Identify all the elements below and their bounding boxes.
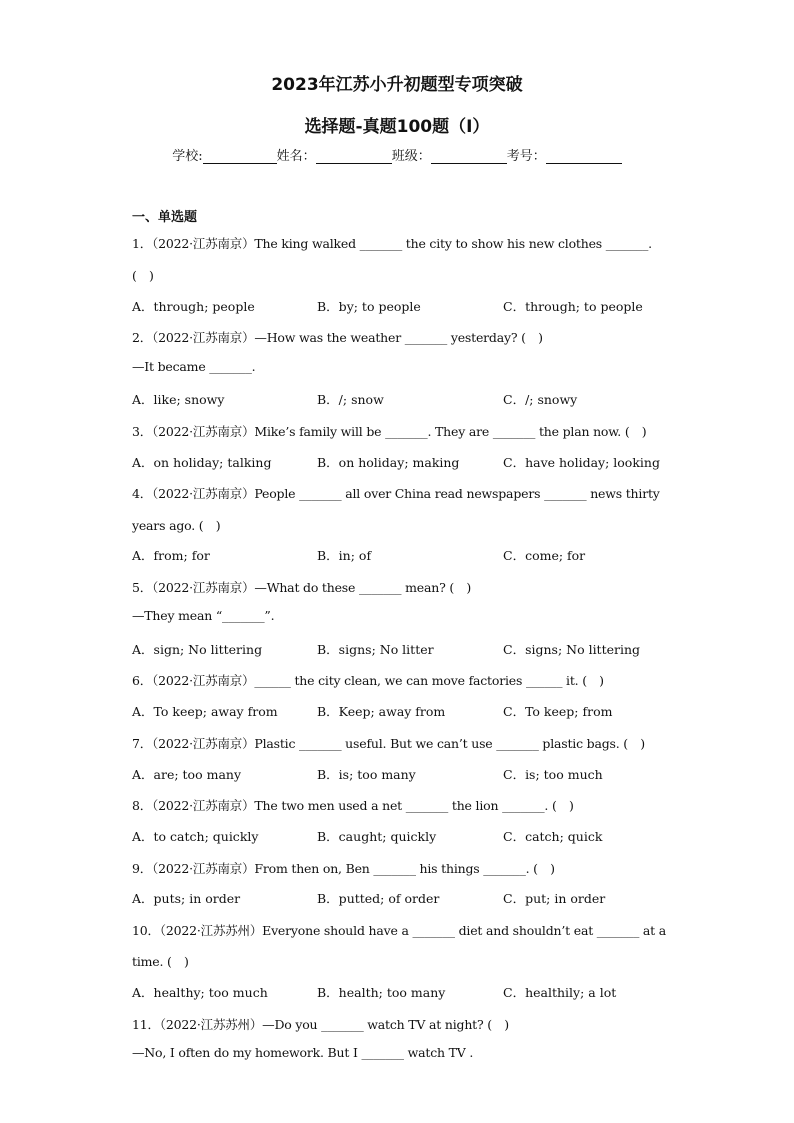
question-3-option-c[interactable]: C．have holiday; looking (503, 455, 660, 470)
question-1-option-a[interactable]: A．through; people (132, 299, 255, 314)
question-7-option-a[interactable]: A．are; too many (132, 767, 242, 782)
question-1-option-c[interactable]: C．through; to people (503, 299, 643, 314)
question-5-option-c[interactable]: C．signs; No littering (503, 642, 641, 657)
question-8-option-a[interactable]: A．to catch; quickly (132, 829, 259, 844)
question-4-stem-cont: years ago. ( ) (132, 518, 221, 533)
question-10-stem: 10．（2022·江苏苏州）Everyone should have a _______ diet and shouldn’t eat _______ at a (132, 923, 667, 938)
question-8-option-b[interactable]: B．caught; quickly (317, 829, 437, 844)
question-11-stem-cont: —No, I often do my homework. But I _______ watch TV . (132, 1045, 474, 1060)
question-2-option-a[interactable]: A．like; snowy (132, 392, 225, 407)
exam-number-blank (546, 149, 622, 164)
question-8-option-c[interactable]: C．catch; quick (503, 829, 603, 844)
question-2-option-c[interactable]: C．/; snowy (503, 392, 578, 407)
question-5-stem-cont: —They mean “_______”. (132, 608, 275, 623)
question-5-option-a[interactable]: A．sign; No littering (132, 642, 263, 657)
question-7-option-b[interactable]: B．is; too many (317, 767, 416, 782)
question-2-option-b[interactable]: B．/; snow (317, 392, 384, 407)
worksheet-subtitle: 选择题-真题100题（Ⅰ） (304, 117, 490, 137)
question-1-stem: 1．（2022·江苏南京）The king walked _______ the city to show his new clothes _______. (132, 236, 652, 251)
question-10-option-b[interactable]: B．health; too many (317, 985, 446, 1000)
question-6-option-b[interactable]: B．Keep; away from (317, 704, 446, 719)
question-3-option-a[interactable]: A．on holiday; talking (132, 455, 272, 470)
question-6-stem: 6．（2022·江苏南京）______ the city clean, we can move factories ______ it. ( ) (132, 673, 604, 688)
question-10-stem-cont: time. ( ) (132, 954, 189, 969)
class-blank (431, 149, 507, 164)
question-9-option-c[interactable]: C．put; in order (503, 891, 606, 906)
worksheet-title: 2023年江苏小升初题型专项突破 (271, 75, 523, 95)
school-label: 学校: (172, 149, 203, 164)
question-7-stem: 7．（2022·江苏南京）Plastic _______ useful. But we can’t use _______ plastic bags. ( ) (132, 736, 645, 751)
question-9-option-a[interactable]: A．puts; in order (132, 891, 241, 906)
question-4-stem: 4．（2022·江苏南京）People _______ all over China read newspapers _______ news thirty (132, 486, 660, 501)
question-9-option-b[interactable]: B．putted; of order (317, 891, 440, 906)
question-8-stem: 8．（2022·江苏南京）The two men used a net _______ the lion _______. ( ) (132, 798, 574, 813)
section-heading: 一、单选题 (132, 210, 198, 225)
question-1-stem-cont: ( ) (132, 268, 154, 283)
question-4-option-a[interactable]: A．from; for (132, 548, 210, 563)
question-2-stem: 2．（2022·江苏南京）—How was the weather _______ yesterday? ( ) (132, 330, 543, 345)
question-5-stem: 5．（2022·江苏南京）—What do these _______ mean? ( ) (132, 580, 471, 595)
school-blank (203, 149, 277, 164)
question-10-option-a[interactable]: A．healthy; too much (132, 985, 268, 1000)
question-3-stem: 3．（2022·江苏南京）Mike’s family will be _______. They are _______ the plan now. ( ) (132, 424, 647, 439)
name-blank (316, 149, 392, 164)
question-4-option-b[interactable]: B．in; of (317, 548, 372, 563)
question-1-option-b[interactable]: B．by; to people (317, 299, 421, 314)
question-4-option-c[interactable]: C．come; for (503, 548, 586, 563)
question-10-option-c[interactable]: C．healthily; a lot (503, 985, 617, 1000)
question-6-option-a[interactable]: A．To keep; away from (132, 704, 278, 719)
question-9-stem: 9．（2022·江苏南京）From then on, Ben _______ his things _______. ( ) (132, 861, 555, 876)
exam-number-label: 考号： (506, 149, 546, 164)
question-6-option-c[interactable]: C．To keep; from (503, 704, 613, 719)
question-11-stem: 11．（2022·江苏苏州）—Do you _______ watch TV at night? ( ) (132, 1017, 509, 1032)
question-3-option-b[interactable]: B．on holiday; making (317, 455, 460, 470)
student-info-line (0, 145, 794, 164)
question-2-stem-cont: —It became _______. (132, 359, 256, 374)
name-label: 姓名： (276, 149, 316, 164)
question-7-option-c[interactable]: C．is; too much (503, 767, 603, 782)
question-5-option-b[interactable]: B．signs; No litter (317, 642, 434, 657)
class-label: 班级： (391, 149, 431, 164)
